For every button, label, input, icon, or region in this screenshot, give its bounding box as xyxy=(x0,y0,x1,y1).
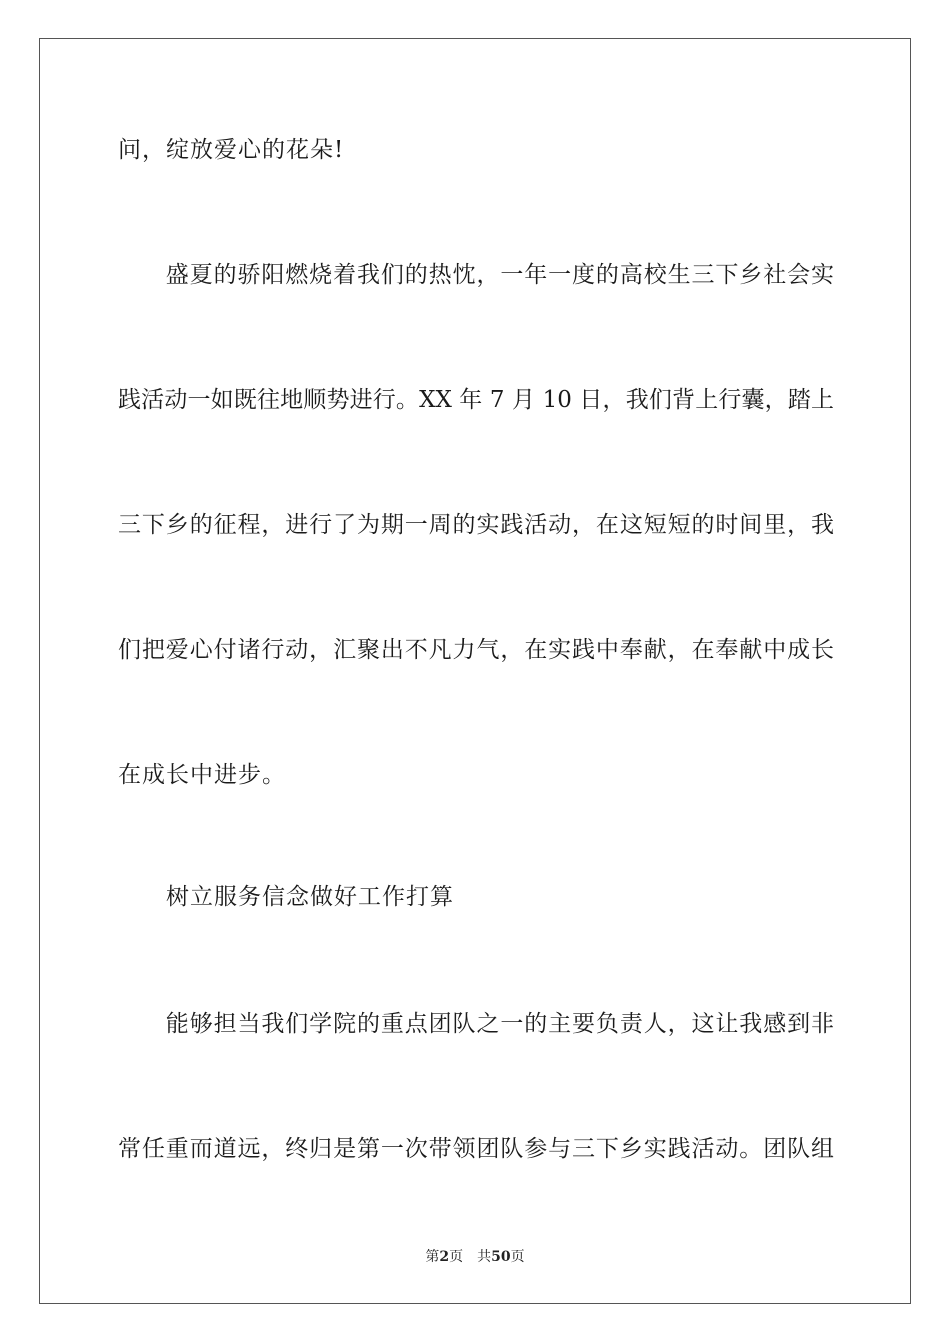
paragraph-1-line: 盛夏的骄阳燃烧着我们的热忱，一年一度的高校生三下乡社会实 xyxy=(118,262,834,288)
paragraph-1-line: 三下乡的征程，进行了为期一周的实践活动，在这短短的时间里，我 xyxy=(118,512,834,538)
page-frame xyxy=(39,38,911,1304)
paragraph-1-line: 践活动一如既往地顺势进行。XX 年 7 月 10 日，我们背上行囊，踏上 xyxy=(118,387,834,413)
page-suffix: 页 xyxy=(510,1249,525,1265)
text-line: 问，绽放爱心的花朵! xyxy=(118,137,345,163)
paragraph-2-line: 常任重而道远，终归是第一次带领团队参与三下乡实践活动。团队组 xyxy=(118,1136,834,1162)
section-heading: 树立服务信念做好工作打算 xyxy=(118,884,454,910)
page-footer xyxy=(0,1248,950,1266)
page-mid: 页 共 xyxy=(449,1249,492,1265)
total-page-number: 50 xyxy=(491,1249,511,1265)
paragraph-2-line: 能够担当我们学院的重点团队之一的主要负责人，这让我感到非 xyxy=(118,1011,834,1037)
paragraph-1-line: 们把爱心付诸行动，汇聚出不凡力气，在实践中奉献，在奉献中成长 xyxy=(118,637,834,663)
paragraph-1-line: 在成长中进步。 xyxy=(118,762,286,788)
page-prefix: 第 xyxy=(425,1249,440,1265)
current-page-number: 2 xyxy=(439,1249,450,1265)
